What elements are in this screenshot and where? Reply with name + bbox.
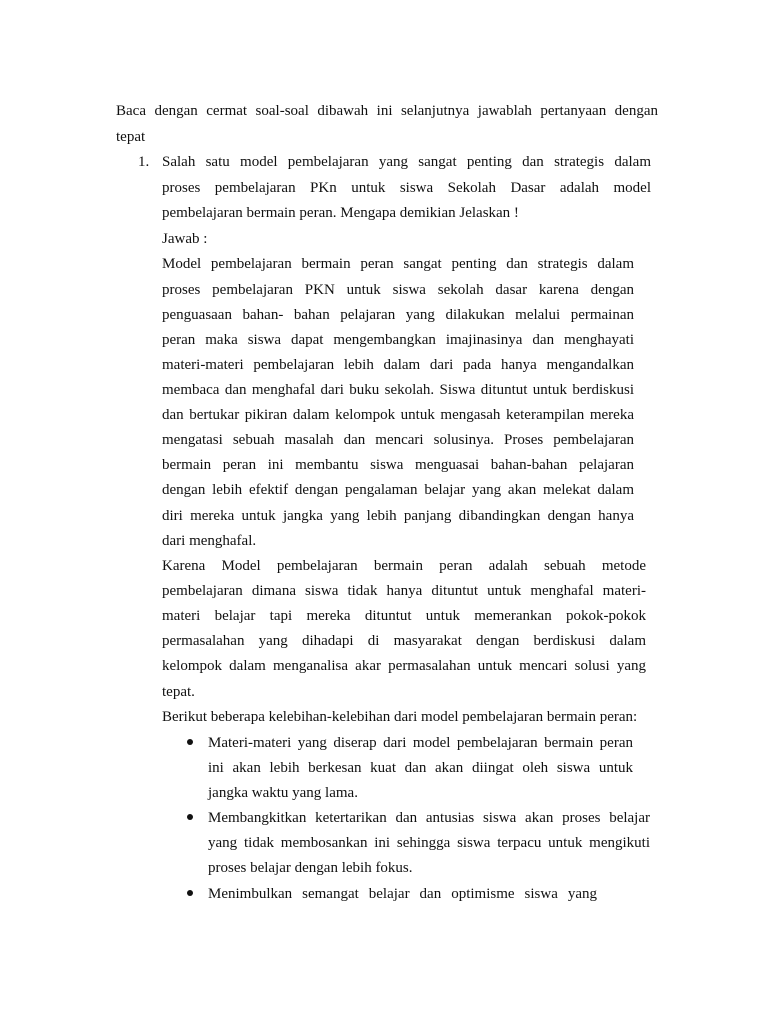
answer-p1-line: diri mereka untuk jangka yang lebih panjang dibandingkan dengan hanya <box>162 508 634 524</box>
question-line-3: pembelajaran bermain peran. Mengapa demikian Jelaskan ! <box>162 205 519 221</box>
answer-p1-line: materi-materi pembelajaran lebih dalam dari pada hanya mengandalkan <box>162 357 634 373</box>
advantages-intro: Berikut beberapa kelebihan-kelebihan dari model pembelajaran bermain peran: <box>162 709 638 725</box>
bullet-dot <box>187 739 193 745</box>
answer-p2-line: pembelajaran dimana siswa tidak hanya dituntut untuk menghafal materi- <box>162 583 646 599</box>
answer-p1-line: Model pembelajaran bermain peran sangat penting dan strategis dalam <box>162 256 634 272</box>
bullet-2-line-3: proses belajar dengan lebih fokus. <box>208 860 413 876</box>
bullet-1-line-3: jangka waktu yang lama. <box>208 785 358 801</box>
answer-label: Jawab : <box>162 231 208 247</box>
answer-p2-line: materi belajar tapi mereka dituntut untuk memerankan pokok-pokok <box>162 608 646 624</box>
bullet-1-line-2: ini akan lebih berkesan kuat dan akan diingat oleh siswa untuk <box>208 760 633 776</box>
answer-p1-line: dengan lebih efektif dengan pengalaman belajar yang akan melekat dalam <box>162 482 634 498</box>
question-line-1: Salah satu model pembelajaran yang sangat penting dan strategis dalam <box>162 154 651 170</box>
answer-p2-line: Karena Model pembelajaran bermain peran adalah sebuah metode <box>162 558 646 574</box>
bullet-dot <box>187 814 193 820</box>
answer-p1-line: bermain peran ini membantu siswa menguasai bahan-bahan pelajaran <box>162 457 634 473</box>
answer-p1-line: dan bertukar pikiran dalam kelompok untuk mengasah keterampilan mereka <box>162 407 634 423</box>
answer-p1-line: proses pembelajaran PKN untuk siswa sekolah dasar karena dengan <box>162 282 634 298</box>
answer-p1-line-last: dari menghafal. <box>162 533 257 549</box>
answer-p1-line: peran maka siswa dapat mengembangkan imajinasinya dan menghayati <box>162 332 634 348</box>
answer-p1-line: membaca dan menghafal dari buku sekolah. Siswa dituntut untuk berdiskusi <box>162 382 634 398</box>
question-line-2: proses pembelajaran PKn untuk siswa Sekolah Dasar adalah model <box>162 180 651 196</box>
answer-p1-line: mengatasi sebuah masalah dan mencari solusinya. Proses pembelajaran <box>162 432 634 448</box>
answer-p2-line: permasalahan yang dihadapi di masyarakat dengan berdiskusi dalam <box>162 633 646 649</box>
bullet-2-line-1: Membangkitkan ketertarikan dan antusias siswa akan proses belajar <box>208 810 650 826</box>
bullet-1-line-1: Materi-materi yang diserap dari model pembelajaran bermain peran <box>208 735 633 751</box>
bullet-3-line-1: Menimbulkan semangat belajar dan optimisme siswa yang <box>208 886 597 902</box>
intro-line-1: Baca dengan cermat soal-soal dibawah ini selanjutnya jawablah pertanyaan dengan <box>116 103 658 119</box>
answer-p1-line: penguasaan bahan- bahan pelajaran yang dilakukan melalui permainan <box>162 307 634 323</box>
answer-p2-line-last: tepat. <box>162 684 195 700</box>
intro-line-2: tepat <box>116 129 146 145</box>
question-number: 1. <box>138 154 150 170</box>
bullet-2-line-2: yang tidak membosankan ini sehingga siswa terpacu untuk mengikuti <box>208 835 650 851</box>
answer-p2-line: kelompok dalam menganalisa akar permasalahan untuk mencari solusi yang <box>162 658 646 674</box>
bullet-dot <box>187 890 193 896</box>
